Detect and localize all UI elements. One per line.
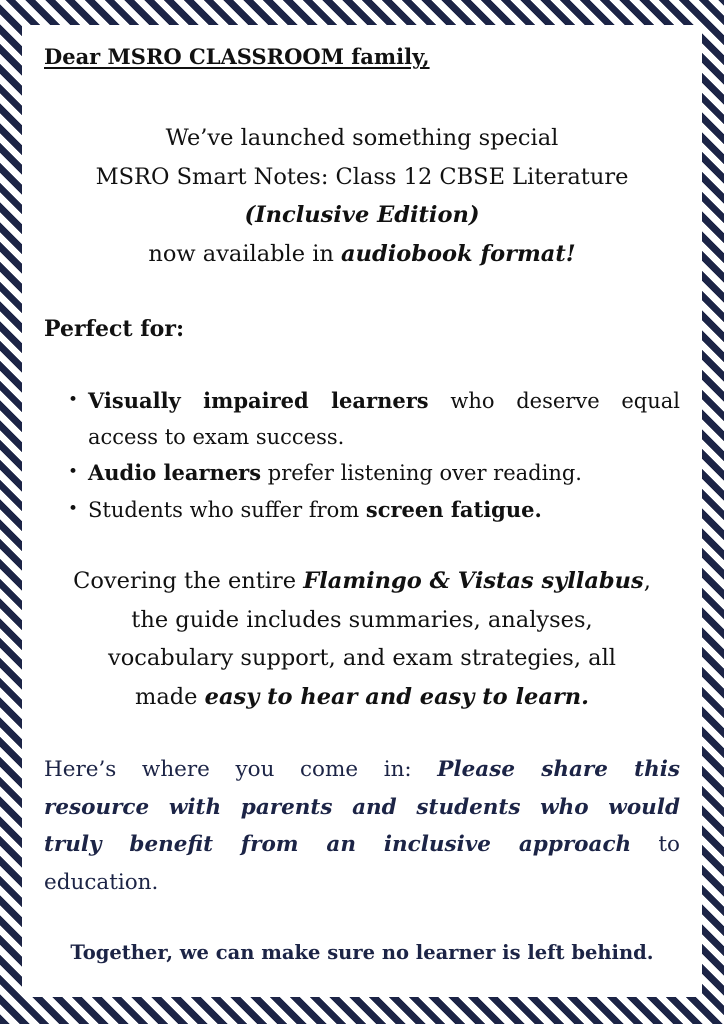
visually-impaired-label: Visually impaired learners bbox=[88, 388, 429, 413]
share-line-4: education. bbox=[44, 869, 159, 895]
list-item bbox=[44, 492, 680, 529]
list-item-1-rest: who deserve equal bbox=[428, 389, 680, 413]
share-line-3 bbox=[44, 826, 680, 864]
list-item-2-rest: prefer listening over reading. bbox=[261, 461, 582, 485]
share-emphasis-2: resource with parents and students who would bbox=[44, 794, 680, 820]
share-line-3-suffix: to bbox=[631, 832, 680, 857]
closing-statement: Together, we can make sure no learner is left behind. bbox=[70, 941, 654, 964]
audiobook-format-emphasis: audiobook format! bbox=[341, 240, 576, 267]
intro-edition bbox=[44, 196, 680, 235]
covering-line-3: vocabulary support, and exam strategies, all bbox=[108, 645, 616, 671]
syllabus-emphasis: Flamingo & Vistas syllabus bbox=[303, 568, 644, 594]
covering-line-2: the guide includes summaries, analyses, bbox=[131, 606, 593, 633]
share-line-2 bbox=[44, 789, 680, 827]
audio-learners-label: Audio learners bbox=[88, 460, 262, 485]
share-line-1 bbox=[44, 751, 680, 789]
easy-to-learn-emphasis: easy to hear and easy to learn. bbox=[204, 683, 589, 710]
share-emphasis-1: Please share this bbox=[437, 757, 680, 782]
content-panel bbox=[22, 25, 702, 997]
screen-fatigue-label: screen fatigue. bbox=[365, 496, 542, 522]
edition-label: (Inclusive Edition) bbox=[244, 202, 480, 228]
list-item-3-prefix: Students who suffer from bbox=[88, 497, 366, 522]
list-item-1-line-2: access to exam success. bbox=[88, 424, 345, 449]
covering-line-1-suffix: , bbox=[643, 568, 651, 594]
intro-block bbox=[44, 119, 680, 273]
share-line-1-prefix: Here’s where you come in: bbox=[44, 757, 438, 782]
covering-block bbox=[44, 562, 680, 716]
intro-line-4 bbox=[44, 235, 680, 274]
share-request-block bbox=[44, 751, 680, 901]
list-item bbox=[44, 455, 680, 492]
covering-line-1 bbox=[44, 562, 680, 601]
list-item bbox=[44, 383, 680, 455]
intro-line-4-prefix: now available in bbox=[148, 240, 342, 267]
audience-list bbox=[44, 383, 680, 528]
list-item-1-line-1 bbox=[88, 383, 680, 420]
intro-line-1: We’ve launched something special bbox=[165, 125, 559, 151]
covering-line-1-prefix: Covering the entire bbox=[73, 568, 304, 594]
perfect-for-heading: Perfect for: bbox=[44, 316, 185, 342]
greeting-heading: Dear MSRO CLASSROOM family, bbox=[44, 44, 430, 69]
covering-line-4 bbox=[44, 678, 680, 717]
share-emphasis-3: truly benefit from an inclusive approach bbox=[44, 832, 632, 857]
covering-line-4-prefix: made bbox=[135, 683, 205, 710]
intro-line-2: MSRO Smart Notes: Class 12 CBSE Literature bbox=[95, 163, 629, 190]
